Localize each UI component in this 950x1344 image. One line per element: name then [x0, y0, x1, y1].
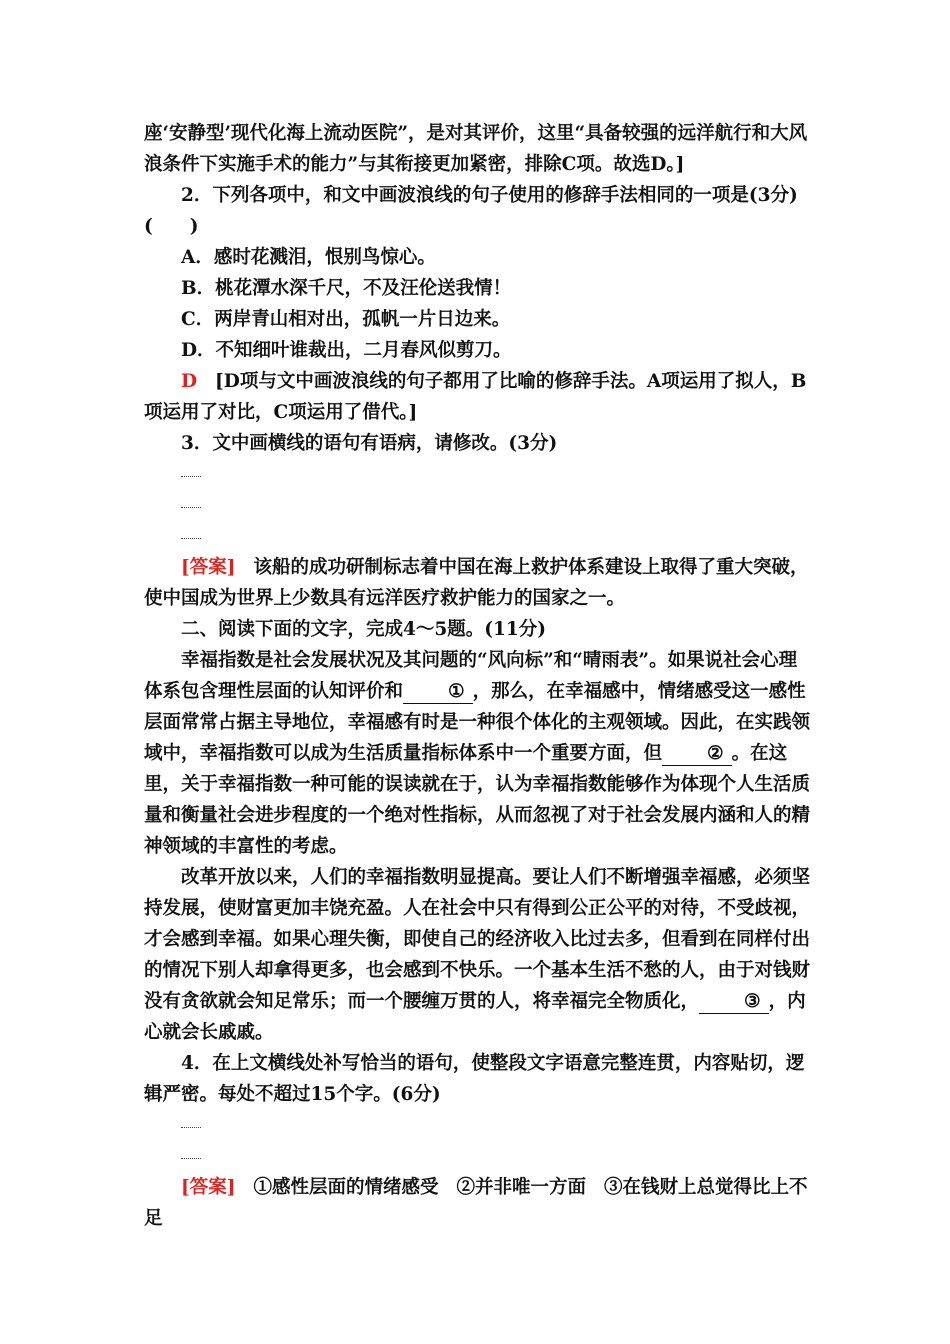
question-2-answer [144, 366, 812, 428]
answer-line-1 [144, 459, 812, 490]
q1-explanation-tail: 座‘安静型’现代化海上流动医院”，是对其评价，这里“具备较强的远洋航行和大风浪条件下实施手术的能力”与其衔接更加紧密，排除C项。故选D。] [144, 123, 808, 175]
question-2-answer-letter: D [181, 371, 198, 392]
blank-3: ③ [699, 991, 769, 1014]
paragraph-2-text-b: ，内心就会长戚戚。 [144, 991, 806, 1043]
question-2-option-d: D．不知细叶谁裁出，二月春风似剪刀。 [181, 340, 512, 361]
question-4-answer-1: ①感性层面的情绪感受 [253, 1177, 439, 1198]
question-3-answer [144, 552, 812, 614]
blank-1: ① [403, 681, 473, 704]
question-3-answer-text: 该船的成功研制标志着中国在海上救护体系建设上取得了重大突破，使中国成为世界上少数具有远洋医疗救护能力的国家之一。 [144, 557, 809, 609]
answer-tag: [答案] [181, 1177, 236, 1198]
section-2-heading: 二、阅读下面的文字，完成4～5题。(11分) [181, 619, 546, 640]
question-3-stem: 3．文中画横线的语句有语病，请修改。(3分) [181, 433, 558, 454]
blank-2: ② [662, 743, 732, 766]
paragraph-1-text-c: 。在这里，关于幸福指数一种可能的误读就在于，认为幸福指数能够作为体现个人生活质量和衡量社会进步程度的一个绝对性指标，从而忽视了对于社会发展内涵和人的精神领域的丰富性的考虑。 [144, 743, 811, 857]
reading-paragraph-2 [144, 862, 812, 1048]
question-4-answer [144, 1172, 812, 1234]
answer-line-4 [144, 1110, 812, 1141]
paragraph-1-text-b: ，那么，在幸福感中，情绪感受这一感性层面常常占据主导地位，幸福感有时是一种很个体化的主观领域。因此，在实践领域中，幸福指数可以成为生活质量指标体系中一个重要方面，但 [144, 681, 811, 764]
question-4-answer-3: ③在钱财上总觉得比上不足 [144, 1177, 808, 1229]
reading-paragraph-1 [144, 645, 812, 862]
answer-line-5 [144, 1141, 812, 1172]
paragraph-1-text-a: 幸福指数是社会发展状况及其问题的“风向标”和“晴雨表”。如果说社会心理体系包含理性层面的认知评价和 [144, 650, 798, 702]
answer-line-3 [144, 521, 812, 552]
paragraph-2-text-a: 改革开放以来，人们的幸福指数明显提高。要让人们不断增强幸福感，必须坚持发展，使财富更加丰饶充盈。人在社会中只有得到公正公平的对待，不受歧视，才会感到幸福。如果心理失衡，即使自己的经济收入比过去多，但看到在同样付出的情况下别人却拿得更多，也会感到不快乐。一个基本生活不愁的人，由于对钱财没有贪欲就会知足常乐；而一个腰缠万贯的人，将幸福完全物质化， [144, 867, 811, 1012]
answer-tag: [答案] [181, 557, 236, 578]
question-2-option-a: A．感时花溅泪，恨别鸟惊心。 [181, 247, 436, 268]
question-2-stem: 2．下列各项中，和文中画波浪线的句子使用的修辞手法相同的一项是(3分)( ) [144, 185, 798, 237]
question-2-option-b: B．桃花潭水深千尺，不及汪伦送我情！ [181, 278, 512, 299]
question-2-option-c: C．两岸青山相对出，孤帆一片日边来。 [181, 309, 511, 330]
document-body [144, 118, 812, 1234]
question-2-explanation: [D项与文中画波浪线的句子都用了比喻的修辞手法。A项运用了拟人，B项运用了对比，C项运用了借代。] [144, 371, 807, 423]
question-4-answer-2: ②并非唯一方面 [456, 1177, 587, 1198]
question-4-stem: 4．在上文横线处补写恰当的语句，使整段文字语意完整连贯，内容贴切，逻辑严密。每处不超过15个字。(6分) [144, 1053, 805, 1105]
answer-line-2 [144, 490, 812, 521]
